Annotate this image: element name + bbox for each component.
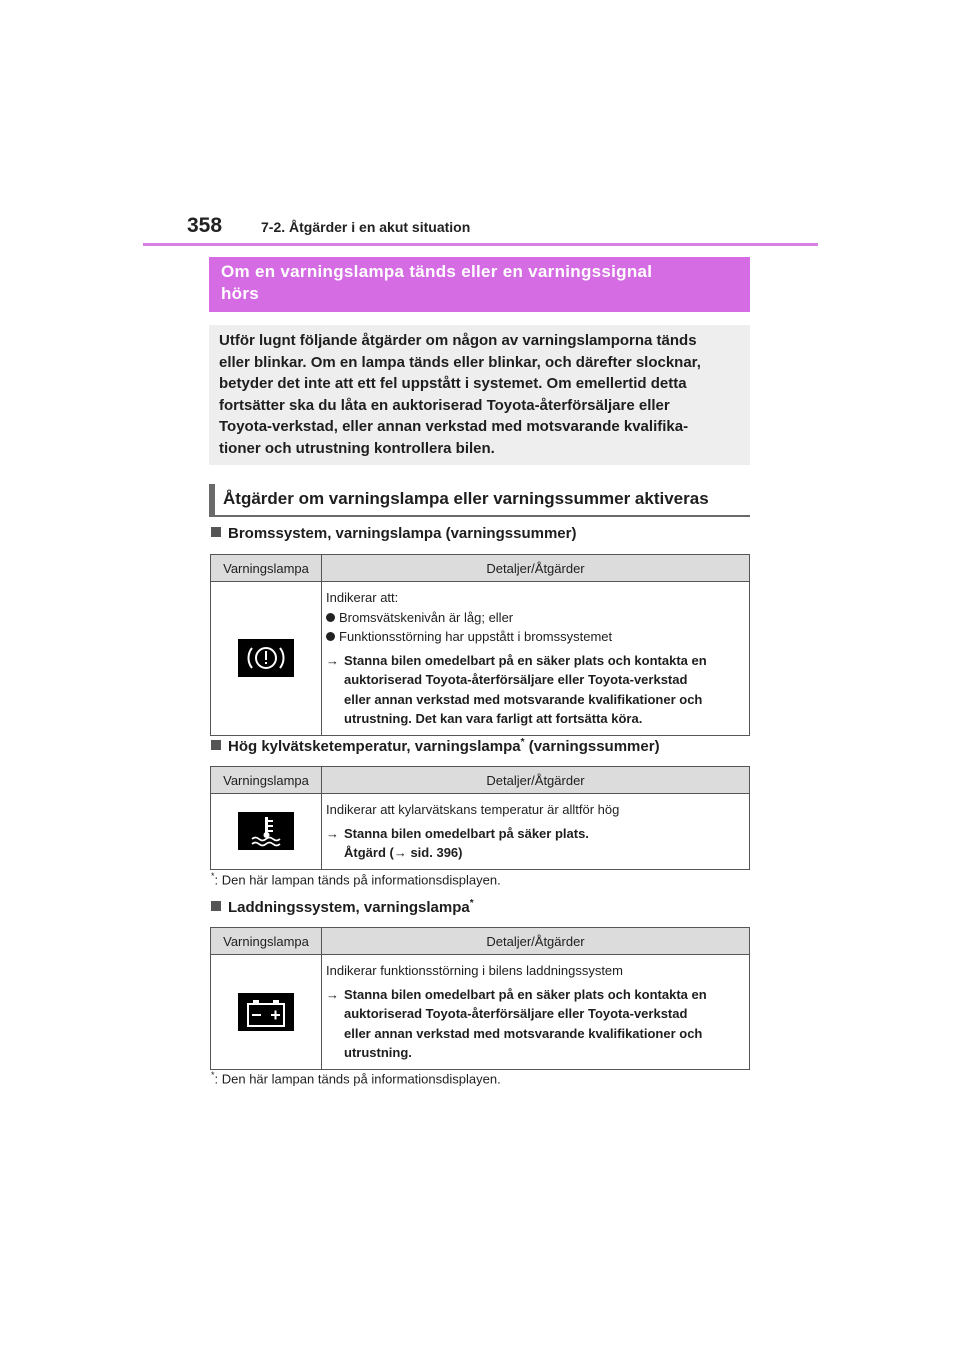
intro-line: Toyota-verkstad, eller annan verkstad med motsvarande kvalifika-	[219, 418, 689, 436]
charging-heading	[211, 898, 474, 916]
page-reference: sid. 396)	[406, 845, 463, 860]
bullet-icon	[326, 632, 335, 641]
action-line: auktoriserad Toyota-återförsäljare eller Toyota-verkstad	[344, 1006, 688, 1021]
section-heading: Åtgärder om varningslampa eller varningssummer aktiveras	[209, 484, 750, 517]
list-item	[326, 608, 743, 628]
col-header-details: Detaljer/Åtgärder	[322, 928, 750, 955]
action-line: utrustning. Det kan vara farligt att fortsätta köra.	[344, 711, 643, 726]
coolant-temperature-icon	[238, 812, 294, 850]
intro-line: fortsätter ska du låta en auktoriserad Toyota-återförsäljare eller	[219, 396, 670, 414]
list-item	[326, 627, 743, 647]
square-bullet-icon	[211, 901, 221, 911]
coolant-heading-text: Hög kylvätsketemperatur, varningslampa	[228, 738, 521, 755]
coolant-table	[210, 766, 750, 870]
intro-line: betyder det inte att ett fel uppstått i systemet. Om emellertid detta	[219, 375, 687, 393]
action-text	[344, 985, 707, 1063]
arrow-icon: →	[326, 825, 339, 841]
header-rule	[143, 243, 818, 246]
page-number: 358	[187, 214, 223, 237]
action-line: Stanna bilen omedelbart på säker plats.	[344, 825, 589, 841]
col-header-lamp: Varningslampa	[211, 928, 322, 955]
brake-heading	[211, 525, 576, 542]
details-cell	[322, 794, 750, 870]
action-text	[344, 651, 707, 729]
details-intro: Indikerar att:	[326, 590, 399, 605]
intro-line: tioner och utrustning kontrollera bilen.	[219, 439, 495, 457]
coolant-heading	[211, 737, 660, 755]
footnote	[211, 1070, 501, 1086]
brake-heading-text: Bromssystem, varningslampa (varningssummer)	[228, 525, 577, 542]
arrow-icon: →	[326, 652, 339, 668]
bullet-text: Funktionsstörning har uppstått i bromssystemet	[339, 629, 613, 644]
col-header-details: Detaljer/Åtgärder	[322, 555, 750, 582]
brake-warning-icon	[238, 639, 294, 677]
banner-line: Om en varningslampa tänds eller en varningssignal	[221, 262, 653, 281]
details-cell	[322, 955, 750, 1070]
action-line: eller annan verkstad med motsvarande kvalifikationer och	[344, 1025, 703, 1041]
battery-charging-icon	[238, 993, 294, 1031]
col-header-details: Detaljer/Åtgärder	[322, 767, 750, 794]
intro-line: Utför lugnt följande åtgärder om någon av varningslamporna tänds	[219, 332, 697, 349]
col-header-lamp: Varningslampa	[211, 767, 322, 794]
footnote-text: : Den här lampan tänds på informationsdisplayen.	[214, 1071, 501, 1087]
details-cell	[322, 582, 750, 736]
footnote-marker: *	[469, 898, 474, 909]
action-line: Stanna bilen omedelbart på en säker plats och kontakta en	[344, 986, 707, 1002]
lamp-cell	[211, 955, 322, 1070]
details-intro: Indikerar funktionsstörning i bilens laddningssystem	[326, 963, 623, 978]
action-line: eller annan verkstad med motsvarande kvalifikationer och	[344, 691, 703, 707]
action-text	[344, 824, 589, 863]
bullet-icon	[326, 613, 335, 622]
action-ref-prefix: Åtgärd (	[344, 845, 394, 860]
details-intro: Indikerar att kylarvätskans temperatur är alltför hög	[326, 802, 620, 817]
charging-heading-text: Laddningssystem, varningslampa	[228, 899, 470, 916]
action-block	[326, 985, 743, 1063]
footnote	[211, 871, 501, 887]
action-line: Stanna bilen omedelbart på en säker plats och kontakta en	[344, 652, 707, 668]
intro-line: eller blinkar. Om en lampa tänds eller blinkar, och därefter slocknar,	[219, 353, 701, 371]
lamp-cell	[211, 582, 322, 736]
charging-table	[210, 927, 750, 1070]
topic-banner	[209, 257, 750, 312]
action-block	[326, 824, 743, 863]
action-line: auktoriserad Toyota-återförsäljare eller Toyota-verkstad	[344, 672, 688, 687]
banner-line: hörs	[221, 284, 260, 303]
footnote-marker: *	[211, 1070, 215, 1080]
lamp-cell	[211, 794, 322, 870]
col-header-lamp: Varningslampa	[211, 555, 322, 582]
footnote-marker: *	[211, 871, 215, 881]
action-line: utrustning.	[344, 1045, 412, 1060]
action-line	[344, 843, 589, 863]
arrow-icon: →	[393, 845, 407, 860]
chapter-title: 7-2. Åtgärder i en akut situation	[261, 219, 471, 235]
footnote-marker: *	[520, 737, 525, 748]
coolant-heading-suffix: (varningssummer)	[524, 738, 660, 755]
arrow-icon: →	[326, 986, 339, 1002]
brake-table	[210, 554, 750, 736]
bullet-text: Bromsvätskenivån är låg; eller	[339, 609, 514, 625]
footnote-text: : Den här lampan tänds på informationsdisplayen.	[214, 872, 501, 888]
action-block	[326, 651, 743, 729]
square-bullet-icon	[211, 527, 221, 537]
intro-box	[209, 325, 750, 465]
square-bullet-icon	[211, 740, 221, 750]
